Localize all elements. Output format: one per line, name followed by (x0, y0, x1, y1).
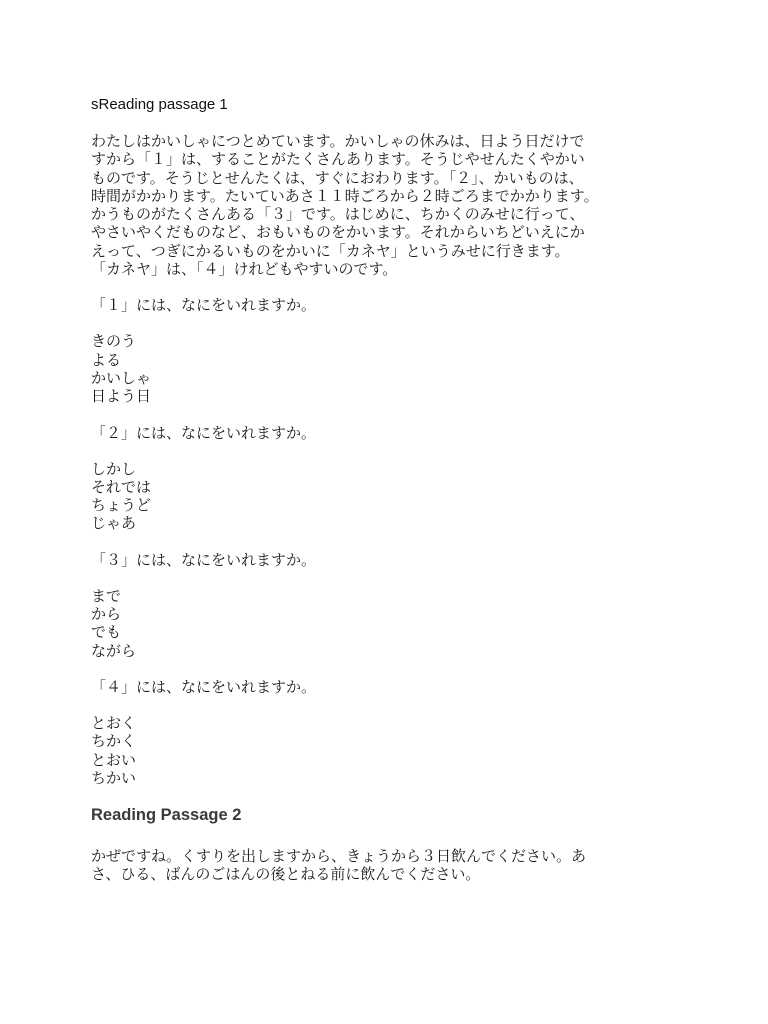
option-item: きのう (91, 332, 137, 351)
question-1-prompt: 「１」には、なにをいれますか。 (91, 296, 317, 315)
question-1-options (91, 332, 691, 405)
passage-1-title: sReading passage 1 (91, 96, 228, 113)
passage-1-text (91, 132, 691, 278)
question-4-prompt: 「４」には、なにをいれますか。 (91, 677, 317, 696)
option-item: とおい (91, 750, 137, 769)
passage-line: さ、ひる、ばんのごはんの後とねる前に飲んでください。 (91, 865, 481, 884)
option-item: かいしゃ (91, 368, 152, 387)
option-item: しかし (91, 459, 137, 478)
option-item: ちょうど (91, 496, 152, 515)
option-item: それでは (91, 477, 152, 496)
passage-line: えって、つぎにかるいものをかいに「カネヤ」というみせに行きます。 (91, 241, 570, 260)
passage-line: やさいやくだものなど、おもいものをかいます。それからいちどいえにか (91, 223, 585, 242)
question-2-options (91, 460, 691, 533)
question-2-prompt: 「２」には、なにをいれますか。 (91, 423, 317, 442)
option-item: 日よう日 (91, 387, 152, 406)
option-item: ちかく (91, 732, 137, 751)
passage-line: かうものがたくさんある「３」です。はじめに、ちかくのみせに行って、 (91, 205, 585, 224)
question-3-options (91, 587, 691, 660)
passage-2-text (91, 847, 691, 884)
passage-2-title: Reading Passage 2 (91, 806, 242, 825)
passage-line: ものです。そうじとせんたくは、すぐにおわります。「２」、かいものは、 (91, 168, 584, 187)
option-item: ちかい (91, 768, 137, 787)
option-item: まで (91, 586, 122, 605)
document-page (91, 96, 691, 884)
option-item: よる (91, 350, 122, 369)
option-item: とおく (91, 713, 137, 732)
passage-line: かぜですね。くすりを出しますから、きょうから３日飲んでください。あ (91, 847, 587, 866)
option-item: じゃあ (91, 514, 137, 533)
passage-line: 時間がかかります。たいていあさ１１時ごろから２時ごろまでかかります。 (91, 186, 599, 205)
option-item: でも (91, 623, 122, 642)
option-item: から (91, 605, 122, 624)
question-3-prompt: 「３」には、なにをいれますか。 (91, 550, 317, 569)
passage-line: 「カネヤ」は、「４」けれどもやすいのです。 (91, 260, 398, 279)
option-item: ながら (91, 641, 137, 660)
passage-line: すから「１」は、することがたくさんあります。そうじやせんたくやかい (91, 150, 585, 169)
question-4-options (91, 714, 691, 787)
passage-line: わたしはかいしゃにつとめています。かいしゃの休みは、日よう日だけで (91, 132, 585, 150)
